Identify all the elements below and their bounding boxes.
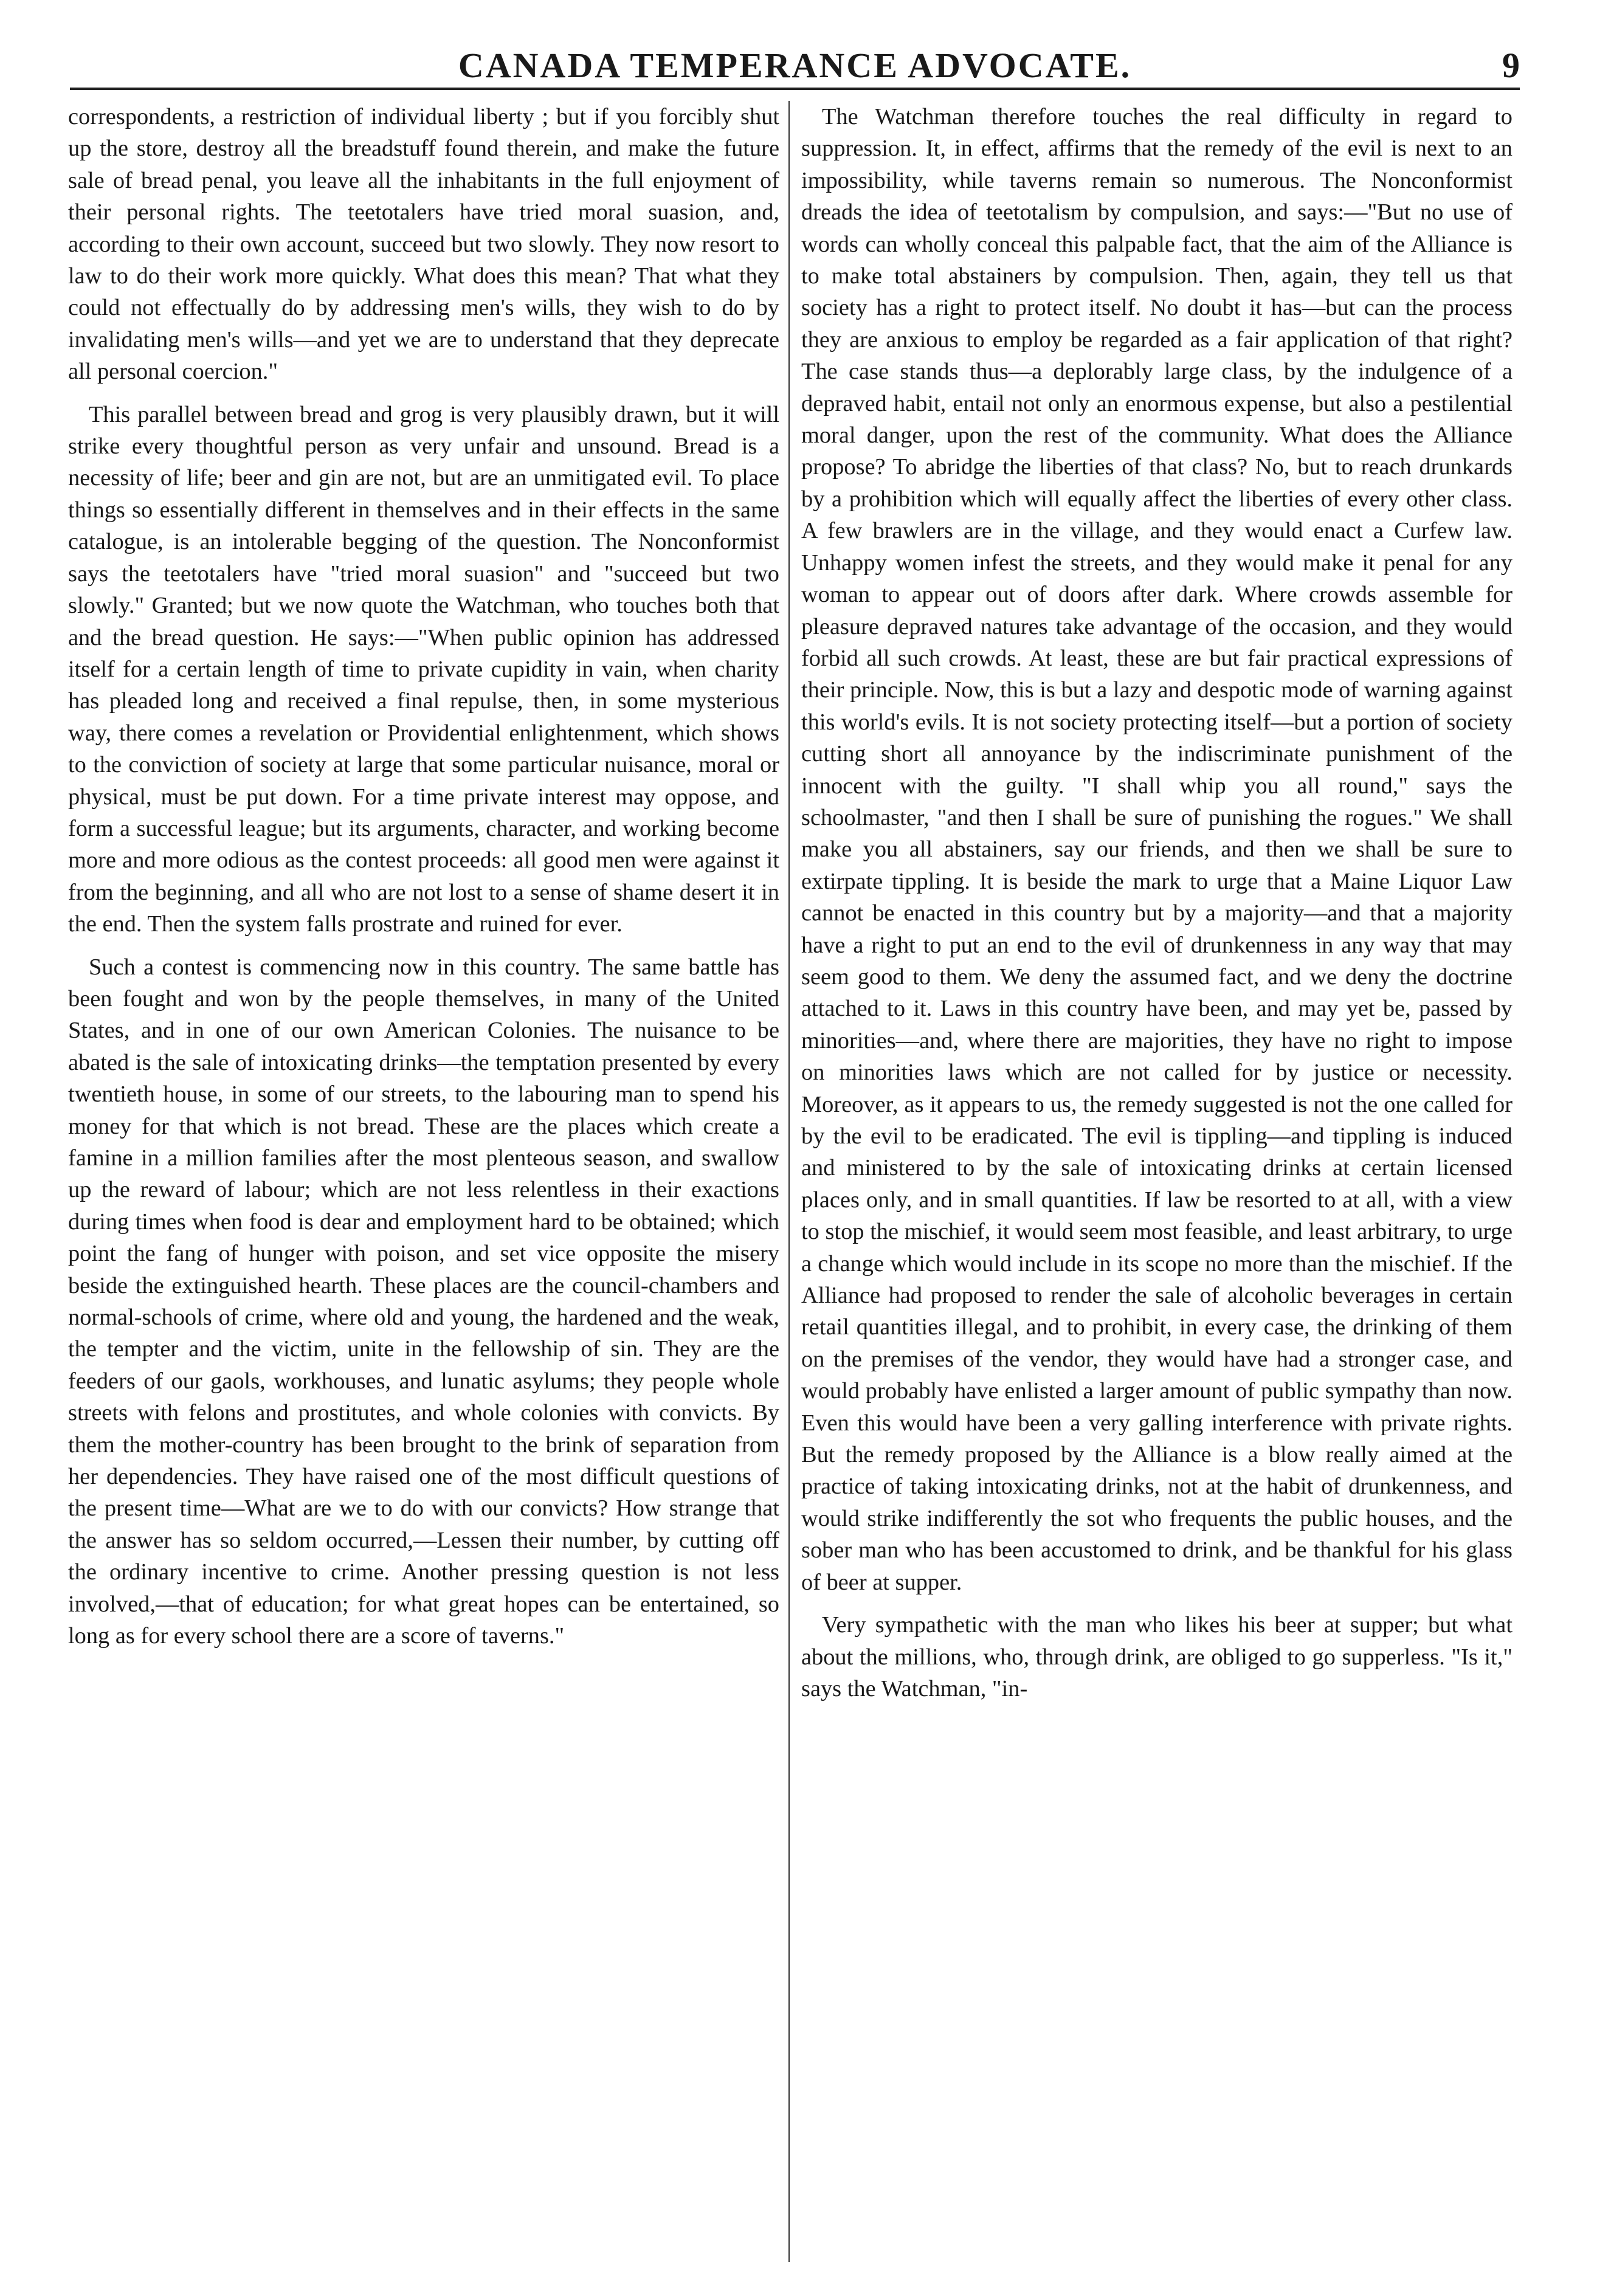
paragraph: The Watchman therefore touches the real difficulty in regard to suppression. It, in effect, affirms that the remedy of the evil is next to an impossibility, while taverns remain so numerous. The Nonconformist dreads the idea of teetotalism by compulsion, and says:—"But no use of words can wholly conceal this palpable fact, that the aim of the Alliance is to make total abstainers by compulsion. Then, again, they tell us that society has a right to protect itself. No doubt it has—but can the process they are anxious to employ be regarded as a fair application of that right? The case stands thus—a deplorably large class, by the indulgence of a depraved habit, entail not only an enormous expense, but also a pestilential moral danger, upon the rest of the community. What does the Alliance propose? To abridge the liberties of that class? No, but to reach drunkards by a prohibition which will equally affect the liberties of every other class. A few brawlers are in the village, and they would enact a Curfew law. Unhappy women infest the streets, and they would make it penal for any woman to appear out of doors after dark. Where crowds assemble for pleasure depraved natures take advantage of the occasion, and they would forbid all such crowds. At least, these are but fair practical expressions of their principle. Now, this is but a lazy and despotic mode of warning against this world's evils. It is not society protecting itself—but a portion of society cutting short all annoyance by the indiscriminate punishment of the innocent with the guilty. "I shall whip you all round," says the schoolmaster, "and then I shall be sure of punishing the rogues." We shall make you all abstainers, say our friends, and then we shall be sure to extirpate tippling. It is beside the mark to urge that a Maine Liquor Law cannot be enacted in this country but by a majority—and that a majority have a right to put an end to the evil of drunkenness in any way that may seem good to them. We deny the assumed fact, and we deny the doctrine attached to it. Laws in this country have been, and may yet be, passed by minorities—and, where there are majorities, they have no right to impose on minorities laws which are not called for by justice or necessity. Moreover, as it appears to us, the remedy suggested is not the one called for by the evil to be eradicated. The evil is tippling—and tippling is induced and ministered to by the sale of intoxicating drinks at certain licensed places only, and in small quantities. If law be resorted to at all, with a view to stop the mischief, it would seem most feasible, and least arbitrary, to urge a change which would include in its scope no more than the mischief. If the Alliance had proposed to render the sale of alcoholic beverages in certain retail quantities illegal, and to prohibit, in every case, the drinking of them on the premises of the vendor, they would have had a stronger case, and would probably have enlisted a larger amount of public sympathy than now. Even this would have been a very galling interference with private rights. But the remedy proposed by the Alliance is a blow really aimed at the practice of taking intoxicating drinks, not at the habit of drunkenness, and would strike indifferently the sot who frequents the public houses, and the sober man who has been accustomed to drink, and be thankful for his glass of beer at supper. [801,104,1512,1595]
right-column [801,101,1512,1705]
page-header [70,32,1520,90]
column-divider [788,101,790,2262]
left-column [68,101,779,1652]
page-number: 9 [1502,46,1520,85]
journal-title: CANADA TEMPERANCE ADVOCATE. [458,46,1132,85]
paragraph: This parallel between bread and grog is very plausibly drawn, but it will strike every thoughtful person as very unfair and unsound. Bread is a necessity of life; beer and gin are not, but are an unmitigated evil. To place things so essentially different in themselves and in their effects in the same catalogue, is an intolerable begging of the question. The Nonconformist says the teetotalers have "tried moral suasion" and "succeed but two slowly." Granted; but we now quote the Watchman, who touches both that and the bread question. He says:—"When public opinion has addressed itself for a certain length of time to private cupidity in vain, when charity has pleaded long and received a final repulse, then, in some mysterious way, there comes a revelation or Providential enlightenment, which shows to the conviction of society at large that some particular nuisance, moral or physical, must be put down. For a time private interest may oppose, and form a successful league; but its arguments, character, and working become more and more odious as the contest proceeds: all good men were against it from the beginning, and all who are not lost to a sense of shame desert it in the end. Then the system falls prostrate and ruined for ever. [68,401,779,937]
paragraph: Such a contest is commencing now in this country. The same battle has been fought and won by the people themselves, in many of the United States, and in one of our own American Colonies. The nuisance to be abated is the sale of intoxicating drinks—the temptation presented by every twentieth house, in some of our streets, to the labouring man to spend his money for that which is not bread. These are the places which create a famine in a million families after the most plenteous season, and swallow up the reward of labour; which are not less relentless in their exactions during times when food is dear and employment hard to be obtained; which point the fang of hunger with poison, and set vice opposite the misery beside the extinguished hearth. These places are the council-chambers and normal-schools of crime, where old and young, the hardened and the weak, the tempter and the victim, unite in the fellowship of sin. They are the feeders of our gaols, workhouses, and lunatic asylums; they people whole streets with felons and prostitutes, and whole colonies with convicts. By them the mother-country has been brought to the brink of separation from her dependencies. They have raised one of the most difficult questions of the present time—What are we to do with our convicts? How strange that the answer has so seldom occurred,—Lessen their number, by cutting off the ordinary incentive to crime. Another pressing question is not less involved,—that of education; for what great hopes can be entertained, so long as for every school there are a score of taverns." [68,954,779,1649]
paragraph: correspondents, a restriction of individual liberty ; but if you forcibly shut up the store, destroy all the breadstuff found therein, and make the future sale of bread penal, you leave all the inhabitants in the full enjoyment of their personal rights. The teetotalers have tried moral suasion, and, according to their own account, succeed but two slowly. They now resort to law to do their work more quickly. What does this mean? That what they could not effectually do by addressing men's wills, they wish to do by invalidating men's wills—and yet we are to understand that they deprecate all personal coercion." [68,104,779,385]
paragraph: Very sympathetic with the man who likes his beer at supper; but what about the millions, who, through drink, are obliged to go supperless. "Is it," says the Watchman, "in- [801,1612,1512,1701]
